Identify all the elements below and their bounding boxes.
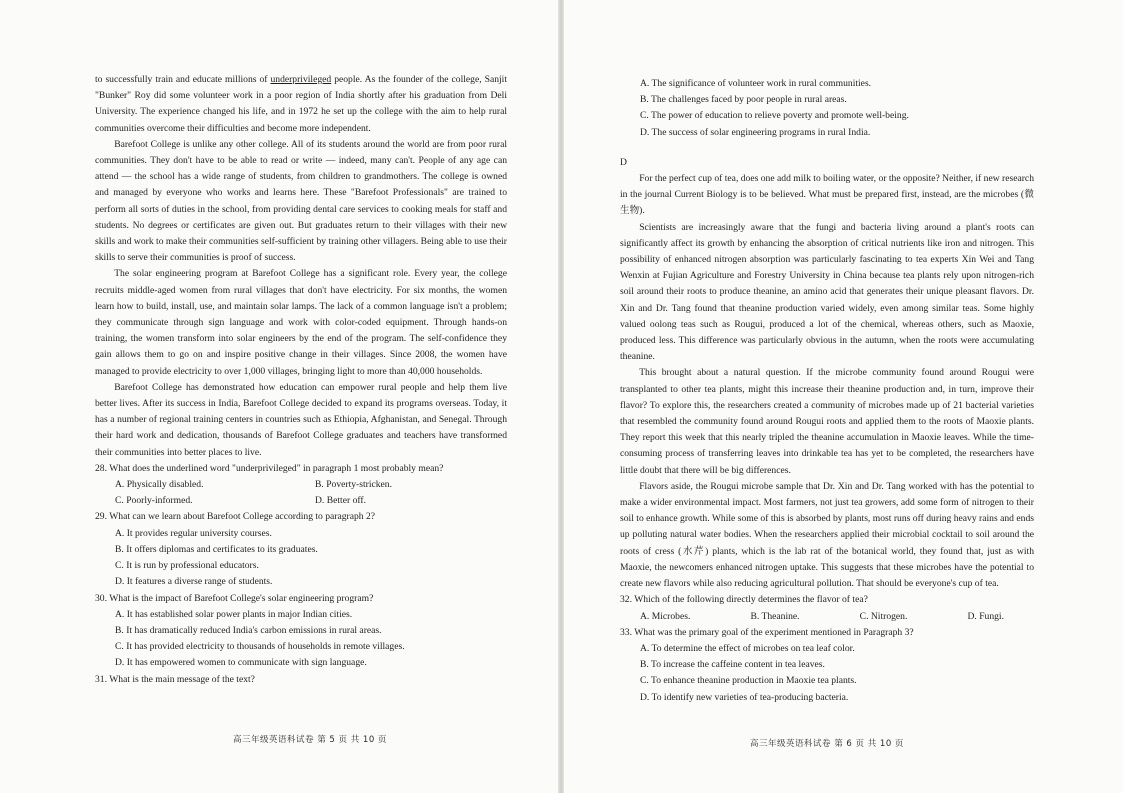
option-c: C. The power of education to relieve poverty and promote well-being. <box>640 110 909 122</box>
question-stem: 29. What can we learn about Barefoot College according to paragraph 2? <box>95 511 376 523</box>
option-a: A. It provides regular university courses. <box>115 527 272 539</box>
question-stem: 30. What is the impact of Barefoot College's solar engineering program? <box>95 592 374 604</box>
option-d: D. It has empowered women to communicate with sign language. <box>115 657 367 669</box>
option-b: B. Theanine. <box>750 610 800 622</box>
option-a: A. It has established solar power plants in major Indian cities. <box>115 608 353 620</box>
question-33 <box>620 625 1034 706</box>
passage-d-paragraph-1: For the perfect cup of tea, does one add milk to boiling water, or the opposite? Neither, if new research in the journal Current Biology is to be believed. What must be prepared first, instead, are the microbes (微生物). <box>620 173 1034 217</box>
question-stem: 28. What does the underlined word "underprivileged" in paragraph 1 most probably mean? <box>95 462 444 474</box>
question-31-options <box>620 76 1034 141</box>
passage-d-paragraph-3: This brought about a natural question. If the microbe community found around Rougui were transplanted to other tea plants, might this increase their theanine production and, in turn, improve their flavor? To explore this, the researchers created a community of microbes made up of 21 bacterial varieties that resembled the community found around Rougui roots and applied them to the roots of Maoxie plants. They report this week that this nearly tripled the theanine accumulation in Maoxie leaves. While the time-consuming process of transferring leaves into drinkable tea has yet to be completed, the researchers have little doubt that there will be big differences. <box>620 367 1034 476</box>
option-d: D. Fungi. <box>967 610 1004 622</box>
option-a: A. Microbes. <box>640 610 691 622</box>
question-31-stem: 31. What is the main message of the text? <box>95 673 255 685</box>
passage-c-paragraph-3: The solar engineering program at Barefoot College has a significant role. Every year, the college recruits middle-aged women from rural villages that don't have electricity. For six months, the women learn how to build, install, use, and maintain solar lamps. The lack of a common language isn't a problem; they communicate through sign language and work with color-coded equipment. Through hands-on training, the women transform into solar engineers by the end of the program. The self-confidence they gain allows them to go on and inspire positive change in their villages. Since 2008, the women have managed to provide electricity to over 1,000 villages, bringing light to more than 40,000 households. <box>95 268 507 377</box>
right-column <box>620 76 1034 706</box>
option-b: B. To increase the caffeine content in tea leaves. <box>640 659 825 671</box>
option-b: B. It has dramatically reduced India's carbon emissions in rural areas. <box>115 624 382 636</box>
page-footer-right: 高三年级英语科试卷 第 6 页 共 10 页 <box>750 739 904 749</box>
option-c: C. It is run by professional educators. <box>115 560 259 572</box>
passage-d-heading: D <box>620 156 627 168</box>
option-d: D. To identify new varieties of tea-producing bacteria. <box>640 691 849 703</box>
passage-c-paragraph-2: Barefoot College is unlike any other college. All of its students around the world are from poor rural communities. They don't have to be able to read or write — indeed, many can't. People of any age can attend — the school has a wide range of students, from children to grandmothers. The college is owned and managed by everyone who works and learns here. These "Barefoot Professionals" are trained to perform all sorts of duties in the school, from providing dental care services to cooking meals for staff and students. No degrees or certificates are given out. But graduates return to their villages with their new skills and work to make their communities self-sufficient by training other villagers. Being able to use their skills to serve their communities is proof of success. <box>95 138 507 264</box>
question-32 <box>620 592 1034 624</box>
option-b: B. It offers diplomas and certificates to its graduates. <box>115 543 318 555</box>
option-c: C. To enhance theanine production in Maoxie tea plants. <box>640 675 857 687</box>
page-footer-left: 高三年级英语科试卷 第 5 页 共 10 页 <box>233 735 387 745</box>
passage-c-paragraph-1: to successfully train and educate millions of underprivileged people. As the founder of the college, Sanjit "Bunker" Roy did some volunteer work in a poor region of India shortly after his graduation from Deli University. The experience changed his life, and in 1972 he set up the college with the aim to help rural communities overcome their difficulties and become more independent. <box>95 74 508 134</box>
left-column <box>95 72 507 688</box>
option-a: A. Physically disabled. <box>115 479 204 491</box>
page-fold <box>558 0 564 793</box>
question-29 <box>95 509 507 590</box>
option-a: A. To determine the effect of microbes on tea leaf color. <box>640 642 855 654</box>
underlined-word: underprivileged <box>270 74 332 85</box>
option-d: D. The success of solar engineering programs in rural India. <box>640 126 871 138</box>
option-a: A. The significance of volunteer work in rural communities. <box>640 78 872 89</box>
option-c: C. Poorly-informed. <box>115 495 193 507</box>
option-b: B. Poverty-stricken. <box>315 479 393 491</box>
question-stem: 33. What was the primary goal of the experiment mentioned in Paragraph 3? <box>620 626 914 638</box>
option-d: D. It features a diverse range of students. <box>115 576 273 588</box>
question-stem: 32. Which of the following directly determines the flavor of tea? <box>620 594 868 606</box>
question-30 <box>95 591 507 672</box>
passage-d-paragraph-4: Flavors aside, the Rougui microbe sample that Dr. Xin and Dr. Tang worked with has the potential to make a wider environmental impact. Most farmers, not just tea growers, add some form of nitrogen to their soil to enhance growth. While some of this is absorbed by plants, most runs off during heavy rains and ends up polluting natural water bodies. When the researchers applied their microbial cocktail to soil around the roots of cress (水芹) plants, which is the lab rat of the botanical world, they found that, just as with Maoxie, the newcomers enhanced nitrogen uptake. This suggests that these microbes have the potential to create new flavors while also reducing agricultural pollution. That should be everyone's cup of tea. <box>620 480 1034 590</box>
option-d: D. Better off. <box>315 495 366 507</box>
passage-c-paragraph-4: Barefoot College has demonstrated how education can empower rural people and help them live better lives. After its success in India, Barefoot College decided to expand its programs overseas. Today, it has a number of regional training centers in countries such as Ethiopia, Afghanistan, and Senegal. Through their hard work and dedication, thousands of Barefoot College graduates and teachers have transformed their communities into better places to live. <box>95 381 507 458</box>
option-c: C. It has provided electricity to thousands of households in remote villages. <box>115 641 405 653</box>
option-c: C. Nitrogen. <box>859 610 908 622</box>
option-b: B. The challenges faced by poor people in rural areas. <box>640 94 847 106</box>
passage-d-paragraph-2: Scientists are increasingly aware that the fungi and bacteria living around a plant's roots can significantly affect its growth by enhancing the absorption of critical nutrients like iron and nitrogen. This possibility of enhanced nitrogen absorption was particularly fascinating to tea experts Xin Wei and Tang Wenxin at Fujian Agriculture and Forestry University in China because tea plants rely upon nitrogen-rich soil around their roots to produce theanine, an amino acid that generates their unique pleasant flavors. Dr. Xin and Dr. Tang found that theanine production varied widely, even among similar teas. Some highly valued oolong teas such as Rougui, produced a lot of the chemical, whereas others, such as Maoxie, produced less. This difference was particularly obvious in the autumn, when the roots were accumulating theanine. <box>620 221 1034 363</box>
question-28 <box>95 461 507 510</box>
